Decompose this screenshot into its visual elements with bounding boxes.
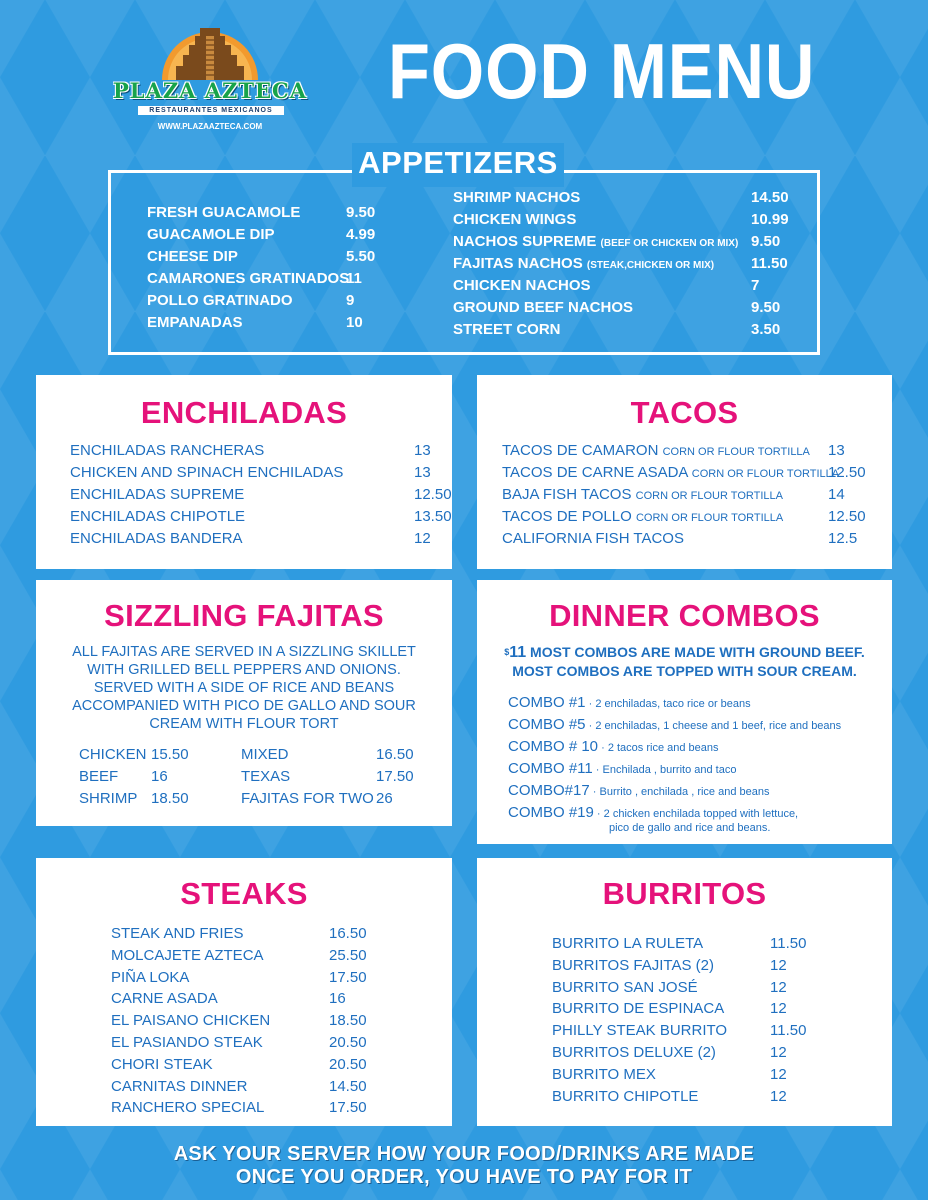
combo-bullet: ·	[598, 742, 608, 754]
combo-name: COMBO # 10	[508, 738, 599, 755]
item-name-text: NACHOS SUPREME	[453, 233, 601, 250]
combo-item	[508, 760, 736, 777]
burritos-title: BURRITOS	[602, 876, 767, 911]
fajitas-description	[36, 643, 452, 733]
item-name	[70, 508, 245, 525]
item-name-text: CHICKEN NACHOS	[453, 277, 591, 294]
item-name-text: CHEESE DIP	[147, 248, 238, 265]
combo-bullet: ·	[589, 786, 600, 798]
combos-currency: $	[504, 647, 510, 657]
item-price: 7	[751, 277, 760, 294]
item-name-text: FRESH GUACAMOLE	[147, 204, 301, 221]
fajitas-description-line: ALL FAJITAS ARE SERVED IN A SIZZLING SKILLET	[72, 644, 416, 660]
combo-bullet: ·	[585, 720, 596, 732]
item-name-text: CAMARONES GRATINADOS	[147, 270, 350, 287]
item-name	[502, 464, 839, 481]
combo-desc: 2 chicken enchilada topped with lettuce,	[603, 808, 799, 820]
item-name	[502, 442, 810, 459]
item-price: 12	[770, 1044, 787, 1061]
item-name	[552, 935, 703, 952]
item-price: 26	[376, 790, 393, 807]
item-name-text: BURRITO LA RULETA	[552, 935, 704, 952]
item-note: CORN OR FLOUR TORTILLA	[691, 468, 840, 480]
item-name	[111, 1078, 247, 1095]
item-price: 16	[151, 768, 168, 785]
item-price: 20.50	[329, 1055, 367, 1073]
item-name-text: CHICKEN AND SPINACH ENCHILADAS	[70, 464, 344, 481]
combo-name: COMBO#17	[508, 782, 590, 799]
item-name-text: SHRIMP	[79, 790, 138, 807]
item-price: 12.50	[828, 508, 866, 525]
item-name-text: ENCHILADAS CHIPOTLE	[70, 508, 246, 525]
appetizers-title: APPETIZERS	[352, 143, 564, 187]
item-price: 5.50	[346, 248, 376, 265]
item-name	[70, 442, 264, 459]
item-name-text: CARNE ASADA	[111, 990, 218, 1008]
item-name-text: GUACAMOLE DIP	[147, 226, 275, 243]
item-name-text: BEEF	[79, 768, 119, 785]
item-name	[552, 1044, 716, 1061]
fajitas-card	[36, 580, 452, 826]
fajitas-description-line: WITH GRILLED BELL PEPPERS AND ONIONS.	[87, 662, 401, 678]
combo-item	[508, 716, 841, 733]
combo-bullet: ·	[585, 698, 596, 710]
item-price: 12	[770, 956, 787, 974]
item-name-text: GROUND BEEF NACHOS	[453, 299, 634, 316]
item-name	[111, 1012, 270, 1029]
item-name	[552, 1000, 724, 1017]
page-title: FOOD MENU	[388, 27, 816, 115]
item-note: (BEEF OR CHICKEN OR MIX)	[600, 238, 739, 249]
item-price: 12	[770, 978, 787, 996]
combo-item	[508, 782, 769, 799]
combo-item	[508, 694, 751, 711]
item-price: 14	[828, 486, 845, 503]
item-price: 12	[414, 530, 431, 547]
item-name-text: BAJA FISH TACOS	[502, 486, 636, 503]
fajitas-description-line: ACCOMPANIED WITH PICO DE GALLO AND SOUR	[72, 698, 416, 714]
item-name	[241, 768, 290, 785]
item-name	[502, 486, 783, 503]
item-name-text: TACOS DE CAMARON	[502, 442, 663, 459]
item-name-text: RANCHERO SPECIAL	[111, 1099, 265, 1117]
item-name-text: BURRITO DE ESPINACA	[552, 1000, 725, 1018]
item-name	[111, 1034, 263, 1051]
item-name	[552, 957, 714, 974]
item-price: 9.50	[346, 204, 376, 221]
item-name	[453, 255, 714, 272]
item-note: CORN OR FLOUR TORTILLA	[635, 490, 783, 502]
item-name-text: MOLCAJETE AZTECA	[111, 946, 264, 964]
restaurant-logo	[100, 18, 320, 138]
item-note: (STEAK,CHICKEN OR MIX)	[586, 260, 715, 271]
combo-bullet: ·	[593, 808, 604, 820]
item-name-text: CARNITAS DINNER	[111, 1077, 248, 1095]
item-name	[147, 248, 238, 265]
item-name-text: FAJITAS NACHOS	[453, 255, 587, 272]
item-name-text: ENCHILADAS SUPREME	[70, 486, 245, 503]
combo-item	[508, 738, 719, 755]
item-name-text: TACOS DE CARNE ASADA	[502, 464, 692, 481]
item-name	[111, 1099, 264, 1116]
item-price: 15.50	[151, 746, 189, 763]
combos-price: 11	[509, 644, 527, 661]
item-name-text: BURRITO CHIPOTLE	[552, 1087, 699, 1105]
item-name-text: BURRITO SAN JOSÉ	[552, 978, 698, 996]
item-name	[552, 1066, 656, 1083]
item-name-text: EL PASIANDO STEAK	[111, 1034, 263, 1051]
item-name	[453, 211, 576, 228]
item-name	[453, 277, 591, 294]
item-note: CORN OR FLOUR TORTILLA	[635, 512, 784, 524]
item-price: 11.50	[770, 935, 807, 952]
item-name-text: STEAK AND FRIES	[111, 925, 244, 942]
item-price: 12	[770, 1087, 787, 1105]
item-name	[502, 530, 684, 547]
item-name-text: EMPANADAS	[147, 314, 243, 331]
enchiladas-card	[36, 375, 452, 569]
item-name	[453, 321, 561, 338]
item-name-text: CALIFORNIA FISH TACOS	[502, 530, 684, 547]
item-name-text: EL PAISANO CHICKEN	[111, 1012, 271, 1030]
item-price: 17.50	[376, 768, 414, 785]
item-name	[79, 768, 118, 785]
enchiladas-title: ENCHILADAS	[140, 395, 348, 430]
item-name	[241, 746, 289, 763]
combo-name: COMBO #11	[508, 760, 593, 777]
item-name	[79, 746, 147, 763]
item-price: 12.50	[414, 486, 452, 503]
item-price: 12.5	[828, 530, 858, 547]
item-price: 9.50	[751, 299, 781, 316]
item-price: 16.50	[376, 746, 414, 763]
fajitas-description-line: CREAM WITH FLOUR TORT	[149, 716, 339, 732]
combo-desc: 2 tacos rice and beans	[607, 742, 719, 754]
item-name	[552, 979, 698, 996]
combos-card	[477, 580, 892, 844]
item-price: 11.50	[751, 255, 788, 272]
item-price: 16.50	[329, 925, 367, 942]
combo-item	[508, 804, 798, 834]
item-price: 9.50	[751, 233, 781, 250]
item-price: 9	[346, 292, 355, 309]
steaks-title: STEAKS	[180, 876, 308, 911]
item-price: 4.99	[346, 226, 376, 243]
item-name-text: TACOS DE POLLO	[502, 508, 636, 525]
combo-desc: 2 enchiladas, 1 cheese and 1 beef, rice and beans	[595, 720, 842, 732]
item-name-text: PHILLY STEAK BURRITO	[552, 1022, 728, 1040]
item-name-text: TEXAS	[241, 768, 291, 785]
tacos-card	[477, 375, 892, 569]
item-price: 18.50	[151, 790, 189, 807]
logo-name: PLAZA AZTECA	[112, 78, 308, 103]
item-price: 13	[414, 442, 431, 459]
burritos-card	[477, 858, 892, 1126]
item-name	[111, 925, 244, 942]
item-name-text: BURRITOS FAJITAS (2)	[552, 956, 714, 974]
combo-desc: 2 enchiladas, taco rice or beans	[595, 698, 751, 710]
item-name-text: STREET CORN	[453, 321, 561, 338]
pyramid-temple-icon	[160, 18, 260, 80]
item-price: 20.50	[329, 1034, 367, 1051]
combo-name: COMBO #1	[508, 694, 586, 711]
combos-note	[477, 643, 892, 680]
logo-url: WWW.PLAZAAZTECA.COM	[157, 122, 263, 131]
item-name	[552, 1022, 727, 1039]
item-price: 25.50	[329, 946, 367, 964]
item-name	[552, 1088, 698, 1105]
item-name	[147, 204, 300, 221]
item-price: 18.50	[329, 1012, 367, 1030]
combo-name: COMBO #5	[508, 716, 586, 733]
footer-line-1: ASK YOUR SERVER HOW YOUR FOOD/DRINKS ARE MADE	[173, 1143, 755, 1165]
item-name-text: POLLO GRATINADO	[147, 292, 293, 309]
combos-note-line2: MOST COMBOS ARE TOPPED WITH SOUR CREAM.	[512, 663, 857, 679]
logo-tagline: RESTAURANTES MEXICANOS	[138, 106, 284, 115]
item-name-text: ENCHILADAS RANCHERAS	[70, 442, 265, 459]
item-price: 12	[770, 1000, 787, 1018]
item-name	[453, 233, 738, 250]
item-name	[111, 990, 218, 1007]
combo-bullet: ·	[592, 764, 603, 776]
item-name-text: BURRITOS DELUXE (2)	[552, 1044, 716, 1061]
item-price: 12.50	[828, 464, 866, 481]
combos-title: DINNER COMBOS	[549, 598, 820, 633]
footer-line-2: ONCE YOU ORDER, YOU HAVE TO PAY FOR IT	[235, 1166, 693, 1188]
item-name	[453, 189, 580, 206]
item-name	[147, 270, 349, 287]
item-name-text: FAJITAS FOR TWO	[241, 790, 374, 807]
item-price: 17.50	[329, 1099, 367, 1117]
item-name	[241, 790, 374, 807]
item-name-text: CHICKEN WINGS	[453, 211, 577, 228]
item-name-text: CHORI STEAK	[111, 1055, 213, 1073]
tacos-title: TACOS	[630, 395, 739, 430]
item-name	[147, 314, 243, 331]
item-price: 13	[828, 442, 845, 459]
item-name	[70, 464, 343, 481]
combo-desc: Burrito , enchilada , rice and beans	[599, 786, 770, 798]
item-name	[79, 790, 137, 807]
item-name	[147, 292, 293, 309]
item-price: 14.50	[329, 1077, 367, 1095]
item-name-text: ENCHILADAS BANDERA	[70, 530, 243, 547]
item-name	[70, 530, 243, 547]
item-name	[111, 947, 264, 964]
combo-desc: Enchilada , burrito and taco	[602, 764, 737, 776]
combo-desc-line2: pico de gallo and rice and beans.	[609, 822, 771, 834]
item-note: CORN OR FLOUR TORTILLA	[662, 446, 810, 458]
item-name-text: CHICKEN	[79, 746, 147, 763]
item-name-text: MIXED	[241, 746, 289, 763]
item-price: 10	[346, 314, 363, 331]
item-name	[453, 299, 633, 316]
item-price: 11.50	[770, 1022, 807, 1040]
item-name-text: SHRIMP NACHOS	[453, 189, 581, 206]
item-price: 11	[346, 270, 362, 287]
item-price: 16	[329, 990, 346, 1008]
item-price: 13	[414, 464, 431, 481]
item-name-text: PIÑA LOKA	[111, 968, 190, 986]
item-price: 12	[770, 1065, 787, 1083]
item-price: 3.50	[751, 321, 781, 338]
fajitas-description-line: SERVED WITH A SIDE OF RICE AND BEANS	[93, 680, 395, 696]
combo-name: COMBO #19	[508, 804, 594, 821]
item-name	[70, 486, 244, 503]
steaks-card	[36, 858, 452, 1126]
item-name	[502, 508, 783, 525]
item-name	[147, 226, 275, 243]
item-price: 17.50	[329, 968, 367, 986]
item-name	[111, 1056, 213, 1073]
item-name-text: BURRITO MEX	[552, 1065, 656, 1083]
item-price: 13.50	[414, 508, 452, 525]
item-price: 10.99	[751, 211, 789, 228]
fajitas-title: SIZZLING FAJITAS	[104, 598, 384, 633]
item-name	[111, 969, 189, 986]
combos-note-line1: MOST COMBOS ARE MADE WITH GROUND BEEF.	[526, 644, 865, 660]
item-price: 14.50	[751, 189, 789, 206]
